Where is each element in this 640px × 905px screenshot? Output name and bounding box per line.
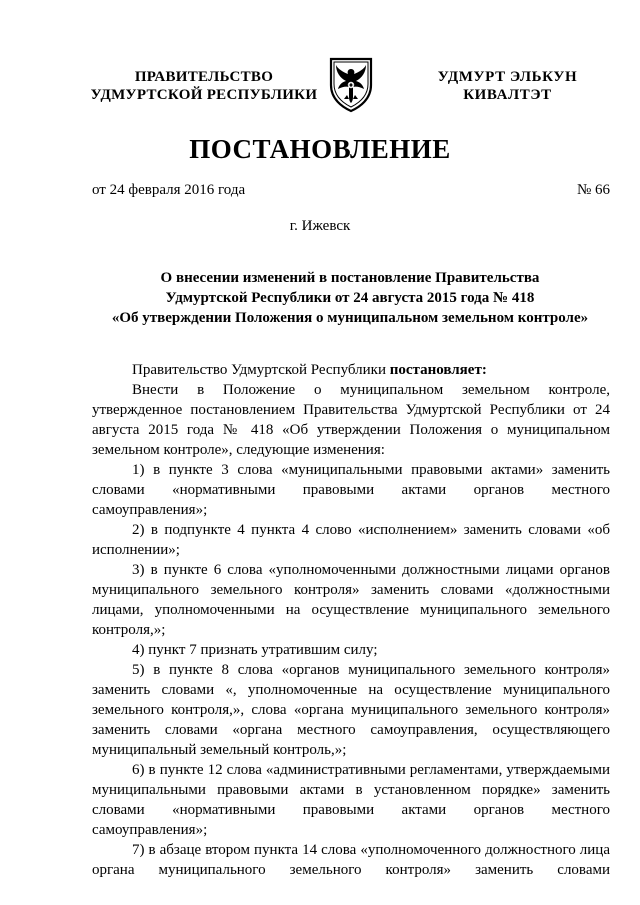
amendment-item-2: 2) в подпункте 4 пункта 4 слово «исполнением» заменить словами «об исполнении»; (92, 522, 610, 558)
amendment-item-6: 6) в пункте 12 слова «административными регламентами, утверждаемыми муниципальными правовыми актами в установленном порядке» заменить словами «нормативными правовыми актами органов местного самоуправления»; (92, 762, 610, 838)
amendment-item-3: 3) в пункте 6 слова «уполномоченными должностными лицами органов муниципального земельного контроля» заменить словами «должностными лицами, уполномоченными на осуществление муниципального земельного контроля,»; (92, 562, 610, 638)
government-name-udmurt-line2: КИВАЛТЭТ (463, 87, 552, 103)
document-type-title: ПОСТАНОВЛЕНИЕ (189, 134, 451, 164)
document-number: № 66 (576, 182, 610, 198)
amendment-item-5: 5) в пункте 8 слова «органов муниципального земельного контроля» заменить словами «, уполномоченные на осуществление муниципального земельного контроля,», слова «органа муниципального земельного контроля» заменить словами «органа местного самоуправления, осуществляющего муниципальный земельный контроль,»; (92, 662, 610, 758)
amendment-item-4: 4) пункт 7 признать утратившим силу; (132, 642, 378, 658)
document-city: г. Ижевск (289, 218, 351, 234)
amendment-item-7: 7) в абзаце втором пункта 14 слова «уполномоченного должностного лица органа муниципального земельного контроля» заменить словами (92, 842, 610, 878)
coat-of-arms-emblem (327, 55, 375, 113)
document-date: от 24 февраля 2016 года (92, 182, 246, 198)
preamble-paragraph (92, 360, 610, 380)
preamble-verb: постановляет: (389, 362, 487, 378)
intro-paragraph: Внести в Положение о муниципальном земельном контроле, утвержденное постановлением Правительства Удмуртской Республики от 24 августа 2015 года № 418 «Об утверждении Положения о муниципальном земельном контроле», следующие изменения: (92, 382, 610, 458)
government-name-udmurt-line1: УДМУРТ ЭЛЬКУН (437, 69, 578, 85)
document-body (92, 360, 610, 880)
government-name-russian-line2: УДМУРТСКОЙ РЕСПУБЛИКИ (90, 87, 318, 103)
subject-line2: Удмуртской Республики от 24 августа 2015 года № 418 (165, 290, 535, 306)
subject-line1: О внесении изменений в постановление Правительства (160, 270, 540, 286)
government-name-russian (85, 68, 323, 104)
subject-line3: «Об утверждении Положения о муниципальном земельном контроле» (111, 310, 589, 326)
preamble-text: Правительство Удмуртской Республики (132, 362, 390, 378)
government-name-russian-line1: ПРАВИТЕЛЬСТВО (134, 69, 274, 85)
amendment-item-1: 1) в пункте 3 слова «муниципальными правовыми актами» заменить словами «нормативными правовыми актами органов местного самоуправления»; (92, 462, 610, 518)
government-name-udmurt (420, 68, 595, 104)
document-subject (90, 268, 610, 328)
